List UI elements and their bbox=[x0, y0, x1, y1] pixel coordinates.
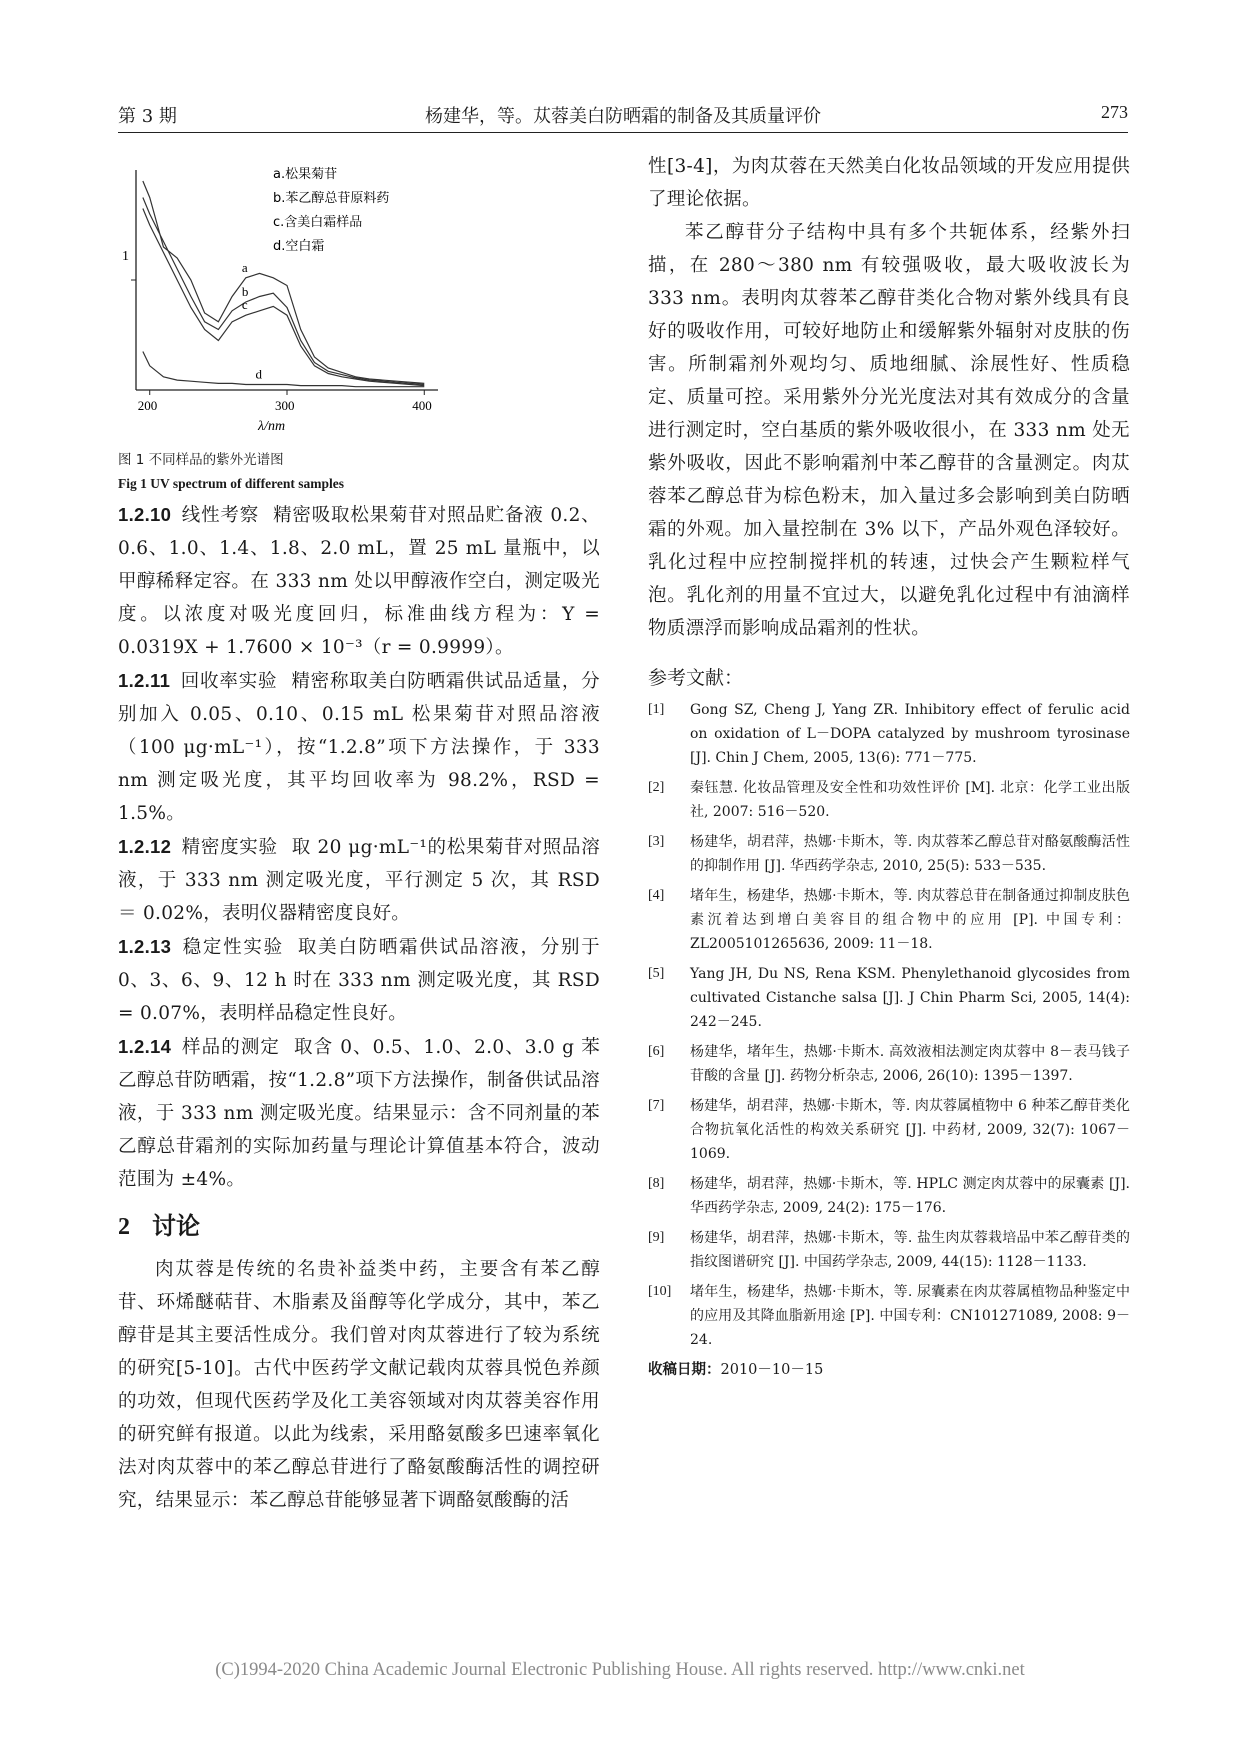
reference-text: 秦钰慧. 化妆品管理及安全性和功效性评价 [M]. 北京：化学工业出版社, 2007: 516－520. bbox=[690, 780, 1130, 820]
x-tick-label: 300 bbox=[275, 398, 295, 413]
x-axis-label: λ/nm bbox=[258, 419, 286, 434]
section-1-2-12 bbox=[118, 830, 600, 930]
legend-item-a: a.松果菊苷 bbox=[273, 167, 338, 182]
reference-item bbox=[648, 830, 1130, 878]
subsection-title: 稳定性实验 bbox=[181, 937, 284, 958]
reference-item bbox=[648, 1094, 1130, 1166]
section-number: 2 bbox=[118, 1214, 130, 1240]
reference-index: [3] bbox=[648, 834, 665, 849]
received-label: 收稿日期： bbox=[648, 1362, 721, 1378]
subsection-title: 回收率实验 bbox=[180, 671, 278, 692]
reference-index: [6] bbox=[648, 1044, 665, 1059]
subsection-number: 1.2.10 bbox=[118, 504, 172, 525]
copyright-footer: (C)1994-2020 China Academic Journal Electronic Publishing House. All rights reserved. http://www.cnki.net bbox=[215, 1660, 1025, 1680]
x-tick-label: 200 bbox=[137, 398, 158, 413]
reference-item bbox=[648, 1040, 1130, 1088]
curve-label-a: a bbox=[241, 259, 248, 275]
reference-index: [4] bbox=[648, 888, 665, 903]
received-date bbox=[648, 1358, 1130, 1379]
section-1-2-10 bbox=[118, 498, 600, 664]
subsection-number: 1.2.13 bbox=[118, 936, 172, 957]
reference-index: [7] bbox=[648, 1098, 665, 1113]
issue-number: 第 3 期 bbox=[118, 106, 177, 127]
figure-caption-cn: 图 1 不同样品的紫外光谱图 bbox=[118, 452, 284, 468]
subsection-title: 线性考察 bbox=[181, 505, 260, 526]
reference-text: 堵年生，杨建华，热娜·卡斯木，等. 尿囊素在肉苁蓉属植物品种鉴定中的应用及其降血脂新用途 [P]. 中国专利：CN101271089, 2008: 9－24. bbox=[690, 1284, 1130, 1348]
discussion-continuation: 性[3-4]，为肉苁蓉在天然美白化妆品领域的开发应用提供了理论依据。 bbox=[648, 156, 1130, 210]
curve-label-c: c bbox=[241, 297, 248, 313]
section-1-2-11 bbox=[118, 664, 600, 830]
reference-text: 杨建华，胡君萍，热娜·卡斯木，等. 盐生肉苁蓉栽培品中苯乙醇苷类的指纹图谱研究 [J]. 中国药学杂志, 2009, 44(15): 1128－1133. bbox=[690, 1230, 1130, 1270]
uv-figure bbox=[118, 150, 600, 491]
reference-index: [5] bbox=[648, 966, 665, 981]
reference-item bbox=[648, 1226, 1130, 1274]
reference-item bbox=[648, 884, 1130, 956]
reference-index: [9] bbox=[648, 1230, 665, 1245]
reference-index: [1] bbox=[648, 702, 665, 717]
running-header bbox=[118, 100, 1128, 133]
reference-item bbox=[648, 962, 1130, 1034]
y-tick-label: 1 bbox=[122, 249, 129, 264]
reference-text: 杨建华，胡君萍，热娜·卡斯木，等. HPLC 测定肉苁蓉中的尿囊素 [J]. 华西药学杂志, 2009, 24(2): 175－176. bbox=[690, 1176, 1130, 1216]
references-heading: 参考文献： bbox=[648, 667, 744, 689]
curve-label-b: b bbox=[241, 284, 249, 299]
reference-list bbox=[648, 698, 1130, 1352]
legend-item-c: c.含美白霜样品 bbox=[273, 215, 363, 230]
reference-index: [10] bbox=[648, 1284, 672, 1299]
reference-text: 杨建华，胡君萍，热娜·卡斯木，等. 肉苁蓉苯乙醇总苷对酪氨酸酶活性的抑制作用 [J]. 华西药学杂志, 2010, 25(5): 533－535. bbox=[690, 834, 1130, 874]
subsection-number: 1.2.11 bbox=[118, 670, 171, 691]
reference-item bbox=[648, 1280, 1130, 1352]
reference-item bbox=[648, 776, 1130, 824]
section-title: 讨论 bbox=[152, 1211, 200, 1240]
figure-caption-en: Fig 1 UV spectrum of different samples bbox=[118, 476, 344, 491]
reference-text: Gong SZ, Cheng J, Yang ZR. Inhibitory effect of ferulic acid on oxidation of L－DOPA catalyzed by mushroom tyrosinase [J]. Chin J Chem, 2005, 13(6): 771－775. bbox=[690, 702, 1130, 766]
subsection-number: 1.2.14 bbox=[118, 1036, 172, 1057]
paragraph-text: 取含 0、0.5、1.0、2.0、3.0 g 苯乙醇总苷防晒霜，按“1.2.8”项下方法操作，制备供试品溶液，于 333 nm 测定吸光度。结果显示：含不同剂量的苯乙醇总苷霜剂的实际加药量与理论计算值基本符合，波动范围为 ±4%。 bbox=[118, 1037, 600, 1190]
running-title: 杨建华，等。苁蓉美白防晒霜的制备及其质量评价 bbox=[425, 106, 821, 127]
reference-text: 堵年生，杨建华，热娜·卡斯木，等. 肉苁蓉总苷在制备通过抑制皮肤色素沉着达到增白美容目的组合物中的应用 [P]. 中国专利：ZL2005101265636, 2009: 11－18. bbox=[690, 888, 1130, 952]
section-1-2-13 bbox=[118, 930, 600, 1030]
uv-spectrum-chart bbox=[118, 150, 600, 450]
reference-index: [2] bbox=[648, 780, 665, 795]
reference-index: [8] bbox=[648, 1176, 665, 1191]
reference-text: 杨建华，堵年生，热娜·卡斯木. 高效液相法测定肉苁蓉中 8－表马钱子苷酸的含量 [J]. 药物分析杂志, 2006, 26(10): 1395－1397. bbox=[690, 1044, 1130, 1084]
received-value: 2010－10－15 bbox=[720, 1362, 824, 1378]
curve-label-d: d bbox=[255, 366, 263, 382]
subsection-title: 精密度实验 bbox=[181, 837, 278, 858]
reference-text: 杨建华，胡君萍，热娜·卡斯木，等. 肉苁蓉属植物中 6 种苯乙醇苷类化合物抗氧化活性的构效关系研究 [J]. 中药材, 2009, 32(7): 1067－1069. bbox=[690, 1098, 1130, 1162]
subsection-title: 样品的测定 bbox=[181, 1037, 281, 1058]
legend-item-d: d.空白霜 bbox=[273, 239, 325, 254]
section-heading-discussion bbox=[118, 1206, 600, 1241]
paragraph-text: 取美白防晒霜供试品溶液，分别于 0、3、6、9、12 h 时在 333 nm 测定吸光度，其 RSD = 0.07%，表明样品稳定性良好。 bbox=[118, 937, 600, 1024]
reference-text: Yang JH, Du NS, Rena KSM. Phenylethanoid glycosides from cultivated Cistanche salsa [J]. J Chin Pharm Sci, 2005, 14(4): 242－245. bbox=[690, 966, 1130, 1030]
reference-item bbox=[648, 1172, 1130, 1220]
subsection-number: 1.2.12 bbox=[118, 836, 172, 857]
reference-item bbox=[648, 698, 1130, 770]
page-number: 273 bbox=[1101, 102, 1128, 122]
discussion-paragraph-1: 肉苁蓉是传统的名贵补益类中药，主要含有苯乙醇苷、环烯醚萜苷、木脂素及甾醇等化学成分，其中，苯乙醇苷是其主要活性成分。我们曾对肉苁蓉进行了较为系统的研究[5-10]。古代中医药学文献记载肉苁蓉具悦色养颜的功效，但现代医药学及化工美容领域对肉苁蓉美容作用的研究鲜有报道。以此为线索，采用酪氨酸多巴速率氧化法对肉苁蓉中的苯乙醇总苷进行了酪氨酸酶活性的调控研究，结果显示：苯乙醇总苷能够显著下调酪氨酸酶的活 bbox=[118, 1259, 600, 1511]
series-line-c bbox=[143, 209, 424, 386]
paragraph-text: 取 20 μg·mL⁻¹的松果菊苷对照品溶液，于 333 nm 测定吸光度，平行测定 5 次，其 RSD ＝ 0.02%，表明仪器精密度良好。 bbox=[118, 837, 600, 924]
paragraph-text: 精密称取美白防晒霜供试品适量，分别加入 0.05、0.10、0.15 mL 松果菊苷对照品溶液（100 μg·mL⁻¹），按“1.2.8”项下方法操作，于 333 nm 测定吸光度，其平均回收率为 98.2%，RSD = 1.5%。 bbox=[118, 671, 600, 824]
chart-legend bbox=[273, 166, 389, 254]
x-tick-label: 400 bbox=[412, 398, 432, 413]
legend-item-b: b.苯乙醇总苷原料药 bbox=[273, 191, 390, 206]
discussion-paragraph-2: 苯乙醇苷分子结构中具有多个共轭体系，经紫外扫描，在 280～380 nm 有较强吸收，最大吸收波长为 333 nm。表明肉苁蓉苯乙醇苷类化合物对紫外线具有良好的吸收作用，可较好地防止和缓解紫外辐射对皮肤的伤害。所制霜剂外观均匀、质地细腻、涂展性好、性质稳定、质量可控。采用紫外分光光度法对其有效成分的含量进行测定时，空白基质的紫外吸收很小，在 333 nm 处无紫外吸收，因此不影响霜剂中苯乙醇苷的含量测定。肉苁蓉苯乙醇总苷为棕色粉末，加入量过多会影响到美白防晒霜的外观。加入量控制在 3% 以下，产品外观色泽较好。乳化过程中应控制搅拌机的转速，过快会产生颗粒样气泡。乳化剂的用量不宜过大，以避免乳化过程中有油滴样物质漂浮而影响成品霜剂的性状。 bbox=[648, 222, 1130, 639]
section-1-2-14 bbox=[118, 1030, 600, 1196]
series-line-a bbox=[143, 181, 424, 383]
left-column bbox=[118, 150, 600, 1517]
paragraph-text: 精密吸取松果菊苷对照品贮备液 0.2、0.6、1.0、1.4、1.8、2.0 mL，置 25 mL 量瓶中，以甲醇稀释定容。在 333 nm 处以甲醇液作空白，测定吸光度。以浓度对吸光度回归，标准曲线方程为：Y = 0.0319X + 1.7600 × 10⁻³（r = 0.9999）。 bbox=[118, 505, 600, 658]
right-column bbox=[648, 150, 1130, 1379]
